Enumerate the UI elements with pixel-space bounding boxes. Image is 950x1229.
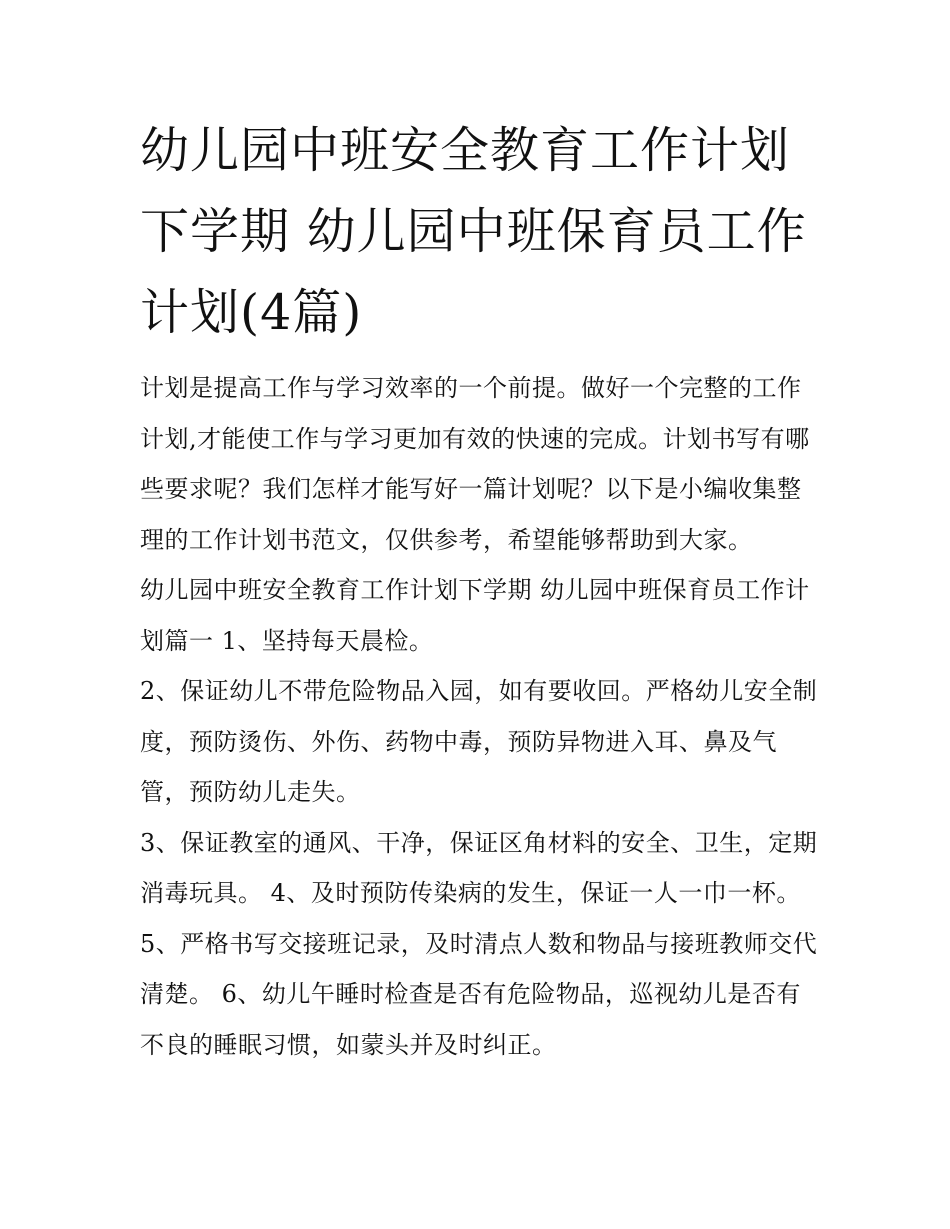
paragraph-item-5-6: 5、严格书写交接班记录，及时清点人数和物品与接班教师交代清楚。 6、幼儿午睡时检查是否有危险物品，巡视幼儿是否有不良的睡眠习惯，如蒙头并及时纠正。 [140,929,818,1059]
document-page [140,110,820,1070]
document-title: 幼儿园中班安全教育工作计划下学期 幼儿园中班保育员工作计划(4篇) [140,122,807,341]
paragraph-item-3-4: 3、保证教室的通风、干净，保证区角材料的安全、卫生，定期消毒玩具。 4、及时预防传染病的发生，保证一人一巾一杯。 [140,828,818,907]
paragraph-intro: 计划是提高工作与学习效率的一个前提。做好一个完整的工作计划,才能使工作与学习更加有效的快速的完成。计划书写有哪些要求呢？我们怎样才能写好一篇计划呢？以下是小编收集整理的工作计划书范文，仅供参考，希望能够帮助到大家。 [140,374,810,554]
paragraph-section-1: 幼儿园中班安全教育工作计划下学期 幼儿园中班保育员工作计划篇一 1、坚持每天晨检。 [140,576,810,655]
document-body [140,363,820,1070]
paragraph-item-2: 2、保证幼儿不带危险物品入园，如有要收回。严格幼儿安全制度，预防烫伤、外伤、药物中毒，预防异物进入耳、鼻及气管，预防幼儿走失。 [140,677,818,806]
